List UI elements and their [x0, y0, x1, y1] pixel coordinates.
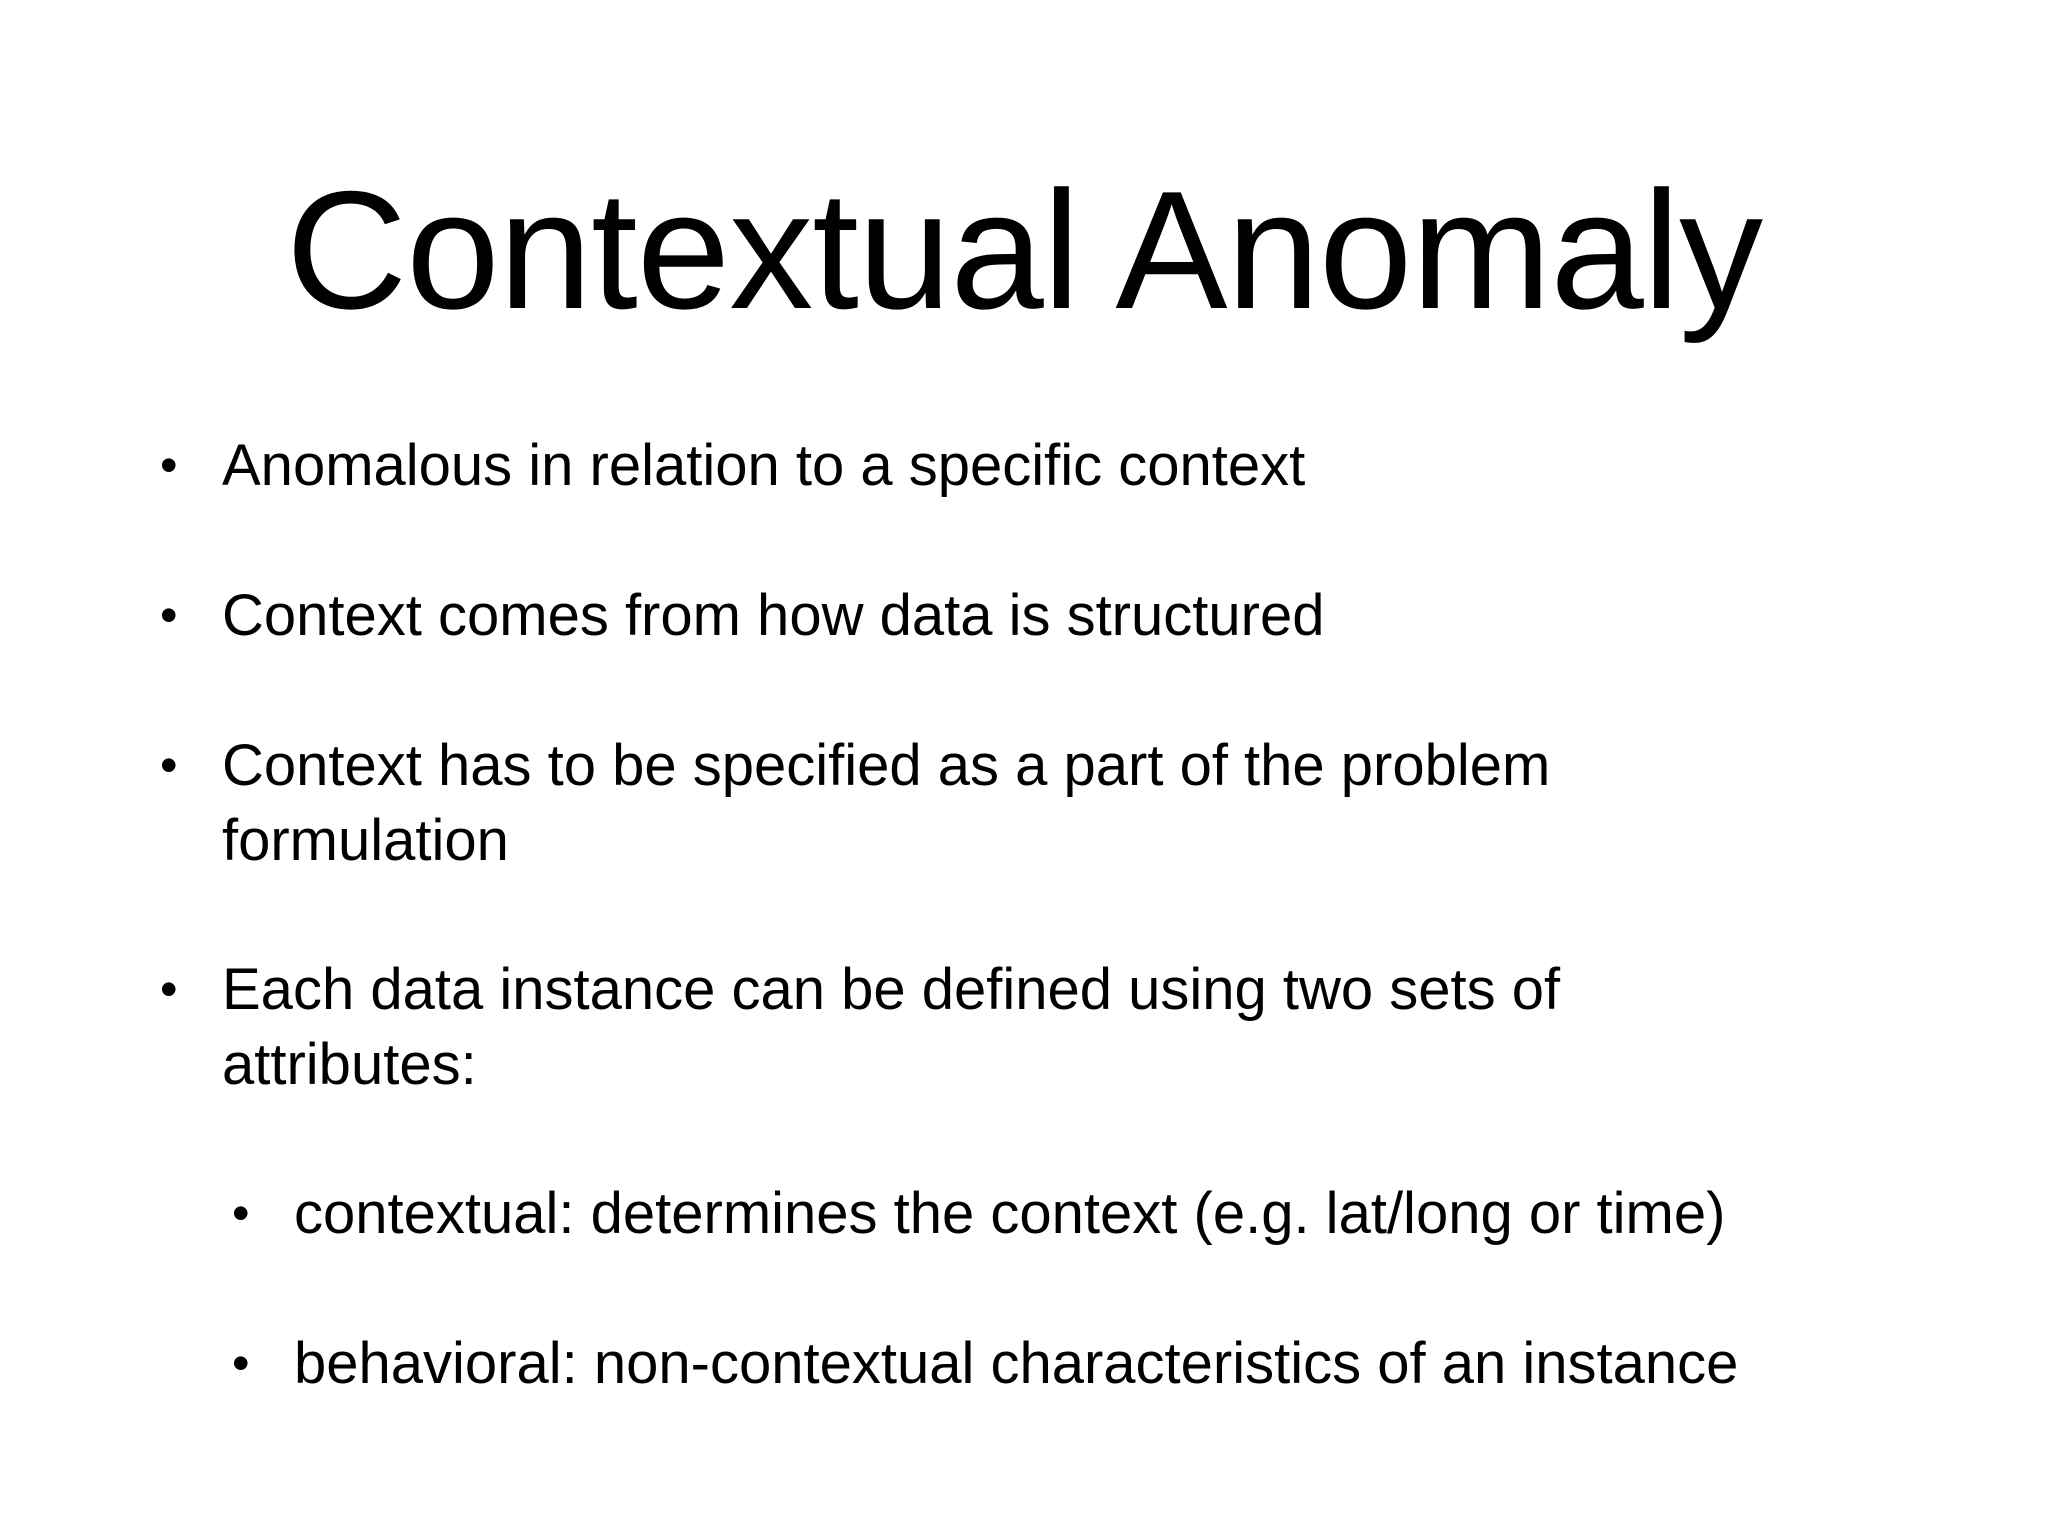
bullet-text: Context has to be specified as a part of the problem formulation — [222, 733, 1551, 873]
bullet-text: contextual: determines the context (e.g. lat/long or time) — [294, 1181, 1726, 1246]
bullet-item — [160, 952, 1782, 1102]
bullet-text: Each data instance can be defined using two sets of attributes: — [222, 957, 1561, 1097]
bullet-dot-icon: • — [232, 1335, 250, 1391]
bullet-dot-icon: • — [160, 737, 178, 793]
bullet-item — [160, 578, 1782, 653]
sub-bullet-item — [232, 1176, 1994, 1251]
bullet-dot-icon: • — [160, 961, 178, 1017]
bullet-text: Anomalous in relation to a specific context — [222, 433, 1306, 498]
bullet-item — [160, 728, 1782, 878]
bullet-text: Context comes from how data is structured — [222, 583, 1325, 648]
bullet-item — [160, 428, 1782, 503]
slide-title: Contextual Anomaly — [285, 156, 1763, 344]
bullet-dot-icon: • — [160, 437, 178, 493]
bullet-text: behavioral: non-contextual characteristics of an instance — [294, 1331, 1739, 1396]
bullet-dot-icon: • — [232, 1185, 250, 1241]
sub-bullet-item — [232, 1326, 1994, 1401]
bullet-dot-icon: • — [160, 587, 178, 643]
